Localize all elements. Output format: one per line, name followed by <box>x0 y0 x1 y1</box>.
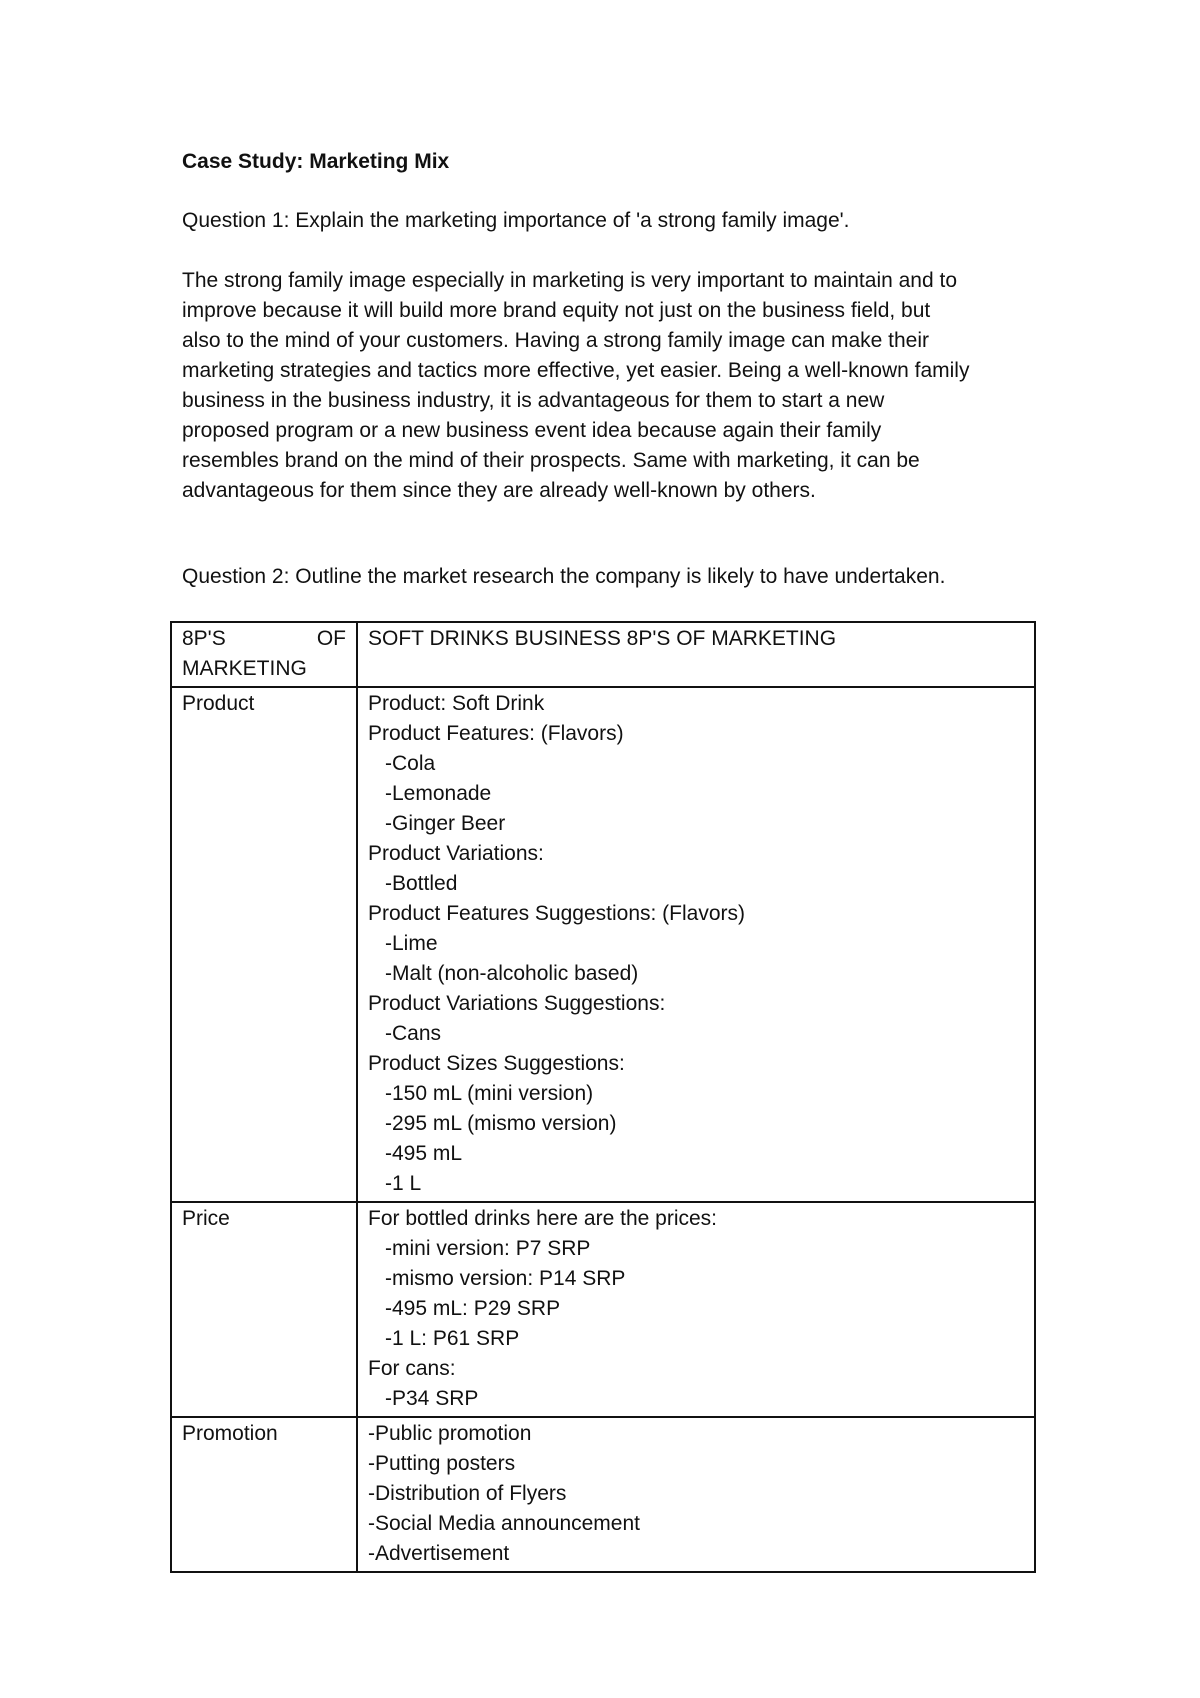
price-line: -mini version: P7 SRP <box>385 1237 591 1260</box>
product-line: -Malt (non-alcoholic based) <box>385 962 639 985</box>
answer-line: also to the mind of your customers. Having a strong family image can make their <box>182 329 929 352</box>
header-left-cell <box>171 622 357 687</box>
product-line: -Bottled <box>385 872 458 895</box>
product-line: Product Sizes Suggestions: <box>368 1052 625 1075</box>
promotion-line: -Distribution of Flyers <box>368 1482 567 1505</box>
answer-line: improve because it will build more brand equity not just on the business field, but <box>182 299 931 322</box>
promotion-line: -Public promotion <box>368 1422 532 1445</box>
row-label-promotion: Promotion <box>171 1417 357 1572</box>
table-header-row <box>171 622 1035 687</box>
product-line: -1 L <box>385 1172 422 1195</box>
header-right-cell: SOFT DRINKS BUSINESS 8P'S OF MARKETING <box>357 622 1035 687</box>
product-line: Product Features Suggestions: (Flavors) <box>368 902 745 925</box>
answer-line: proposed program or a new business event idea because again their family <box>182 419 882 442</box>
price-line: -P34 SRP <box>385 1387 479 1410</box>
table-row-product <box>171 687 1035 1202</box>
product-line: -Ginger Beer <box>385 812 506 835</box>
promotion-line: -Advertisement <box>368 1542 510 1565</box>
product-line: Product Features: (Flavors) <box>368 722 624 745</box>
product-line: -Lime <box>385 932 438 955</box>
row-label-product: Product <box>171 687 357 1202</box>
product-line: -495 mL <box>385 1142 463 1165</box>
product-line: -Cans <box>385 1022 442 1045</box>
answer-line: marketing strategies and tactics more effective, yet easier. Being a well-known family <box>182 359 970 382</box>
header-left-word: MARKETING <box>182 657 307 680</box>
price-line: -1 L: P61 SRP <box>385 1327 520 1350</box>
row-content-promotion <box>357 1417 1035 1572</box>
product-line: Product Variations: <box>368 842 544 865</box>
price-line: -495 mL: P29 SRP <box>385 1297 561 1320</box>
document-title: Case Study: Marketing Mix <box>182 150 450 173</box>
promotion-line: -Putting posters <box>368 1452 516 1475</box>
marketing-mix-table <box>170 621 1036 1573</box>
promotion-line: -Social Media announcement <box>368 1512 640 1535</box>
product-line: Product Variations Suggestions: <box>368 992 666 1015</box>
price-line: For cans: <box>368 1357 456 1380</box>
row-label-price: Price <box>171 1202 357 1417</box>
product-line: -150 mL (mini version) <box>385 1082 594 1105</box>
row-content-product <box>357 687 1035 1202</box>
question-2: Question 2: Outline the market research the company is likely to have undertaken. <box>182 565 946 588</box>
answer-1-paragraph <box>182 266 1042 506</box>
product-line: -295 mL (mismo version) <box>385 1112 617 1135</box>
price-line: For bottled drinks here are the prices: <box>368 1207 718 1230</box>
table-row-price <box>171 1202 1035 1417</box>
header-left-word: 8P'S <box>182 627 226 650</box>
answer-line: resembles brand on the mind of their prospects. Same with marketing, it can be <box>182 449 920 472</box>
answer-line: The strong family image especially in marketing is very important to maintain and to <box>182 269 958 292</box>
product-line: -Lemonade <box>385 782 492 805</box>
answer-line: business in the business industry, it is advantageous for them to start a new <box>182 389 885 412</box>
product-line: -Cola <box>385 752 436 775</box>
question-1: Question 1: Explain the marketing importance of 'a strong family image'. <box>182 209 850 232</box>
header-left-word: OF <box>316 627 346 650</box>
answer-line: advantageous for them since they are already well-known by others. <box>182 479 816 502</box>
product-line: Product: Soft Drink <box>368 692 545 715</box>
table-row-promotion <box>171 1417 1035 1572</box>
row-content-price <box>357 1202 1035 1417</box>
price-line: -mismo version: P14 SRP <box>385 1267 626 1290</box>
